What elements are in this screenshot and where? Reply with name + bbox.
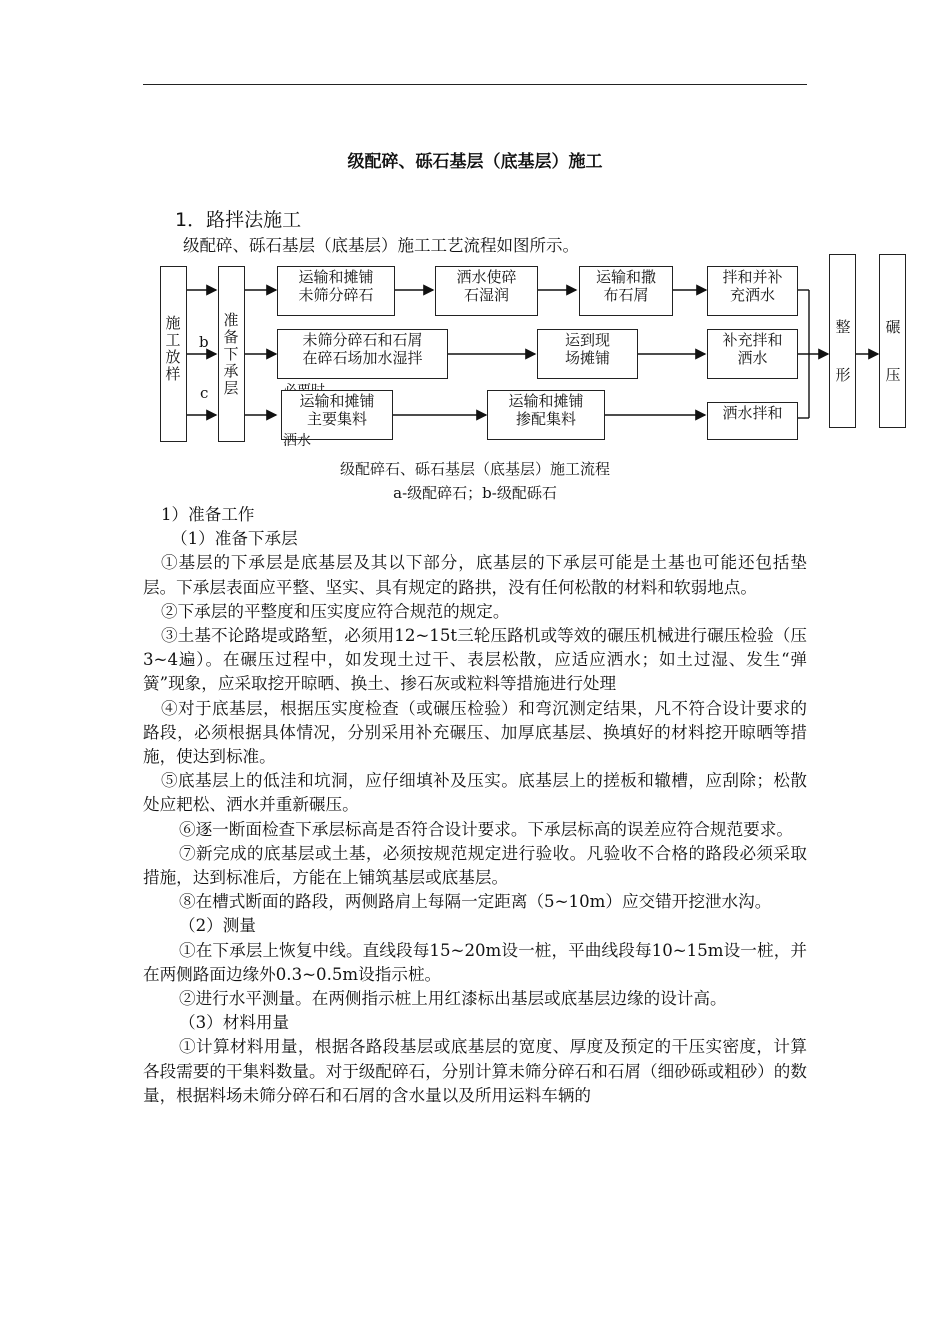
- row3-step2: 运输和摊铺 掺配集料: [487, 390, 605, 440]
- prep-box-label: 准备下承层: [223, 311, 239, 397]
- para-heading-3: （3）材料用量: [179, 1013, 290, 1033]
- para-item-8: ⑧在槽式断面的路段，两侧路肩上每隔一定距离（5~10m）应交错开挖泄水沟。: [179, 892, 772, 912]
- row1-step2: 洒水使碎 石湿润: [435, 266, 538, 316]
- note-sprinkle: 洒水: [283, 433, 311, 449]
- para-item-4: ④对于底基层，根据压实度检查（或碾压检验）和弯沉测定结果，凡不符合设计要求的路段，必须根据具体情况，分别采用补充碾压、加厚底基层、换填好的材料挖开晾晒等措施，使达到标准。: [143, 698, 807, 767]
- branch-b-label: b: [199, 333, 209, 351]
- branch-c-label: c: [200, 384, 209, 402]
- section-heading: 1．路拌法施工: [175, 209, 302, 231]
- row2-step3: 补充拌和 洒水: [707, 329, 798, 379]
- row3-step3: 洒水拌和: [707, 402, 798, 440]
- row1-step4: 拌和并补 充洒水: [707, 266, 798, 316]
- shape-box-label: 整形: [835, 318, 851, 384]
- para-item-7: ⑦新完成的底基层或土基，必须按规范规定进行验收。凡验收不合格的路段必须采取措施，达到标准后，方能在上铺筑基层或底基层。: [143, 843, 807, 888]
- flowchart-arrows: [0, 0, 950, 460]
- start-box-label: 施工放样: [165, 314, 181, 383]
- row3-step1: 运输和摊铺 主要集料: [281, 390, 393, 440]
- para-item-6: ⑥逐一断面检查下承层标高是否符合设计要求。下承层标高的误差应符合规范要求。: [179, 819, 793, 839]
- compact-box-label: 碾压: [885, 318, 901, 384]
- para-prep-work: 1）准备工作: [161, 505, 255, 524]
- flow-caption: 级配碎石、砾石基层（底基层）施工流程: [339, 460, 610, 478]
- row2-step1: 未筛分碎石和石屑 在碎石场加水湿拌: [277, 329, 448, 379]
- para-item-5: ⑤底基层上的低洼和坑洞，应仔细填补及压实。底基层上的搓板和辙槽，应刮除；松散处应耙松、洒水并重新碾压。: [143, 771, 807, 815]
- para-material-1: ①计算材料用量，根据各路段基层或底基层的宽度、厚度及预定的干压实密度，计算各段需要的干集料数量。对于级配碎石，分别计算未筛分碎石和石屑（细砂砾或粗砂）的数量，根据料场未筛分碎石和石屑的含水量以及所用运料车辆的: [143, 1037, 807, 1105]
- intro-line: 级配碎、砾石基层（底基层）施工工艺流程如图所示。: [183, 236, 579, 255]
- body-text: [143, 503, 807, 1108]
- para-measure-2: ②进行水平测量。在两侧指示桩上用红漆标出基层或底基层边缘的设计高。: [179, 989, 727, 1009]
- document-title: 级配碎、砾石基层（底基层）施工: [347, 152, 603, 172]
- flow-caption-sub: a-级配碎石；b-级配砾石: [393, 484, 557, 502]
- para-item-2: ②下承层的平整度和压实度应符合规范的规定。: [161, 601, 510, 621]
- para-item-3: ③土基不论路堤或路堑，必须用12~15t三轮压路机或等效的碾压机械进行碾压检验（压3~4遍）。在碾压过程中，如发现土过干、表层松散，应适应洒水；如土过湿、发生“弹簧”现象，应采取挖开晾晒、换土、掺石灰或粒料等措施进行处理: [143, 626, 807, 694]
- row1-step1: 运输和摊铺 未筛分碎石: [277, 266, 395, 316]
- row1-step3: 运输和撒 布石屑: [579, 266, 673, 316]
- para-measure-1: ①在下承层上恢复中线。直线段每15~20m设一桩，平曲线段每10~15m设一桩，并在两侧路面边缘外0.3~0.5m设指示桩。: [143, 940, 807, 984]
- para-item-1: ①基层的下承层是底基层及其以下部分，底基层的下承层可能是土基也可能还包括垫层。下承层表面应平整、坚实、具有规定的路拱，没有任何松散的材料和软弱地点。: [143, 553, 807, 597]
- row2-step2: 运到现 场摊铺: [537, 329, 638, 379]
- para-heading-1: （1）准备下承层: [171, 529, 298, 549]
- para-heading-2: （2）测量: [179, 916, 256, 936]
